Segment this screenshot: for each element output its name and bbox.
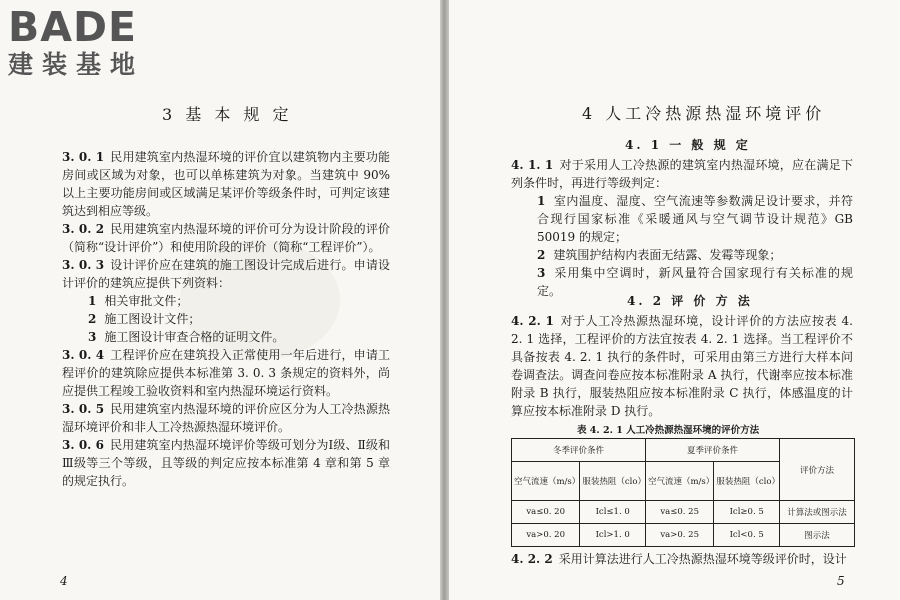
item-number: 1 — [537, 194, 546, 208]
item-text: 施工图设计审查合格的证明文件。 — [104, 330, 285, 344]
list-item — [62, 310, 390, 328]
table-header-cell: 空气流速（m/s） — [512, 462, 580, 501]
clause-number: 3. 0. 3 — [62, 258, 105, 272]
clause-number: 3. 0. 5 — [62, 402, 105, 416]
item-text: 室内温度、湿度、空气流速等参数满足设计要求，并符合现行国家标准《采暖通风与空气调节设计规范》GB 50019 的规定； — [537, 194, 853, 244]
clause — [62, 220, 390, 256]
logo-chinese: 建装基地 — [8, 50, 145, 79]
clause — [511, 312, 853, 420]
section-title: 4. 2 评 价 方 法 — [627, 294, 753, 308]
table-cell: 计算法或图示法 — [780, 501, 855, 524]
clause-number: 4. 1. 1 — [511, 158, 554, 172]
table-cell: Icl≥0. 5 — [714, 501, 780, 524]
table-cell: Icl>1. 0 — [580, 524, 646, 547]
list-item — [62, 328, 390, 346]
list-item — [511, 246, 853, 264]
table-header-cell: 评价方法 — [780, 439, 855, 501]
clause — [62, 148, 390, 220]
page-number: 4 — [60, 574, 68, 588]
clause-text: 采用计算法进行人工冷热源热湿环境等级评价时，设计 — [558, 552, 847, 566]
right-body-text-upper — [511, 156, 853, 300]
clause-text: 对于采用人工冷热源的建筑室内热湿环境，应在满足下列条件时，再进行等级判定： — [511, 158, 853, 190]
chapter-title: 4 人工冷热源热湿环境评价 — [582, 104, 826, 123]
bade-logo — [8, 3, 145, 80]
table-header-cell: 冬季评价条件 — [512, 439, 646, 462]
section-title: 4. 1 一 般 规 定 — [625, 138, 751, 152]
table-header-row — [512, 439, 855, 462]
list-item — [62, 292, 390, 310]
clause — [62, 400, 390, 436]
clause-text: 民用建筑室内热湿环境的评价宜以建筑物内主要功能房间或区域为对象，也可以单栋建筑为对象。当建筑中 90%以上主要功能房间或区域满足某评价等级条件时，可判定该建筑达到相应等级。 — [62, 150, 390, 218]
item-number: 3 — [88, 330, 97, 344]
right-body-text-lower — [511, 550, 853, 568]
clause — [511, 156, 853, 192]
clause — [62, 436, 390, 490]
table-header-cell: 服装热阻（clo） — [580, 462, 646, 501]
list-item — [511, 192, 853, 246]
clause-text: 民用建筑室内热湿环境评价等级可划分为Ⅰ级、Ⅱ级和Ⅲ级等三个等级，且等级的判定应按本标准第 4 章和第 5 章的规定执行。 — [62, 438, 391, 488]
table-cell: va≤0. 25 — [646, 501, 714, 524]
clause — [62, 346, 390, 400]
table-cell: Icl<0. 5 — [714, 524, 780, 547]
item-text: 相关审批文件； — [104, 294, 189, 308]
item-number: 3 — [537, 266, 546, 280]
left-page — [0, 0, 440, 600]
table-header-cell: 空气流速（m/s） — [646, 462, 714, 501]
clause-text: 工程评价应在建筑投入正常使用一年后进行，申请工程评价的建筑除应提供本标准第 3. 0. 3 条规定的资料外，尚应提供工程竣工验收资料和室内热湿环境运行资料。 — [62, 348, 390, 398]
table-cell: Icl≤1. 0 — [580, 501, 646, 524]
clause-text: 对于人工冷热源热湿环境，设计评价的方法应按表 4. 2. 1 选择，工程评价的方法宜按表 4. 2. 1 选择。当工程评价不具备按表 4. 2. 1 执行的条件时，可采用由第三方进行大样本问卷调查法。调查问卷应按本标准附录 A 执行，代谢率应按本标准附录 B 执行，服装热阻应按本标准附录 C 执行，体感温度的计算应按本标准附录 D 执行。 — [511, 314, 853, 418]
right-page — [449, 0, 900, 600]
clause-text: 民用建筑室内热湿环境的评价应区分为人工冷热源热湿环境评价和非人工冷热源热湿环境评价。 — [62, 402, 390, 434]
clause-number: 4. 2. 1 — [511, 314, 554, 328]
clause-text: 设计评价应在建筑的施工图设计完成后进行。申请设计评价的建筑应提供下列资料： — [62, 258, 390, 290]
logo-latin: BADE — [8, 3, 138, 51]
page-number: 5 — [837, 574, 845, 588]
item-number: 1 — [88, 294, 97, 308]
clause-number: 4. 2. 2 — [511, 552, 553, 566]
clause-number: 3. 0. 1 — [62, 150, 105, 164]
table-cell: va≤0. 20 — [512, 501, 580, 524]
clause — [511, 550, 853, 568]
table-caption: 表 4. 2. 1 人工冷热源热湿环境的评价方法 — [577, 425, 760, 436]
table-header-cell: 服装热阻（clo） — [714, 462, 780, 501]
left-body-text — [62, 148, 390, 490]
evaluation-method-table — [511, 438, 855, 547]
right-body-text-middle — [511, 312, 853, 420]
clause — [62, 256, 390, 292]
chapter-title: 3 基 本 规 定 — [162, 105, 293, 124]
item-number: 2 — [537, 248, 546, 262]
table-header-cell: 夏季评价条件 — [646, 439, 780, 462]
table-cell: va>0. 25 — [646, 524, 714, 547]
table-cell: 图示法 — [780, 524, 855, 547]
item-text: 采用集中空调时，新风量符合国家现行有关标准的规定。 — [537, 266, 853, 298]
item-text: 施工图设计文件； — [104, 312, 201, 326]
clause-number: 3. 0. 2 — [62, 222, 105, 236]
clause-text: 民用建筑室内热湿环境的评价可分为设计阶段的评价（简称“设计评价”）和使用阶段的评价（简称“工程评价”）。 — [62, 222, 390, 254]
item-number: 2 — [88, 312, 97, 326]
table-cell: va>0. 20 — [512, 524, 580, 547]
table-row — [512, 501, 855, 524]
book-gutter — [440, 0, 449, 600]
table-row — [512, 524, 855, 547]
clause-number: 3. 0. 4 — [62, 348, 105, 362]
clause-number: 3. 0. 6 — [62, 438, 105, 452]
item-text: 建筑围护结构内表面无结露、发霉等现象； — [553, 248, 782, 262]
